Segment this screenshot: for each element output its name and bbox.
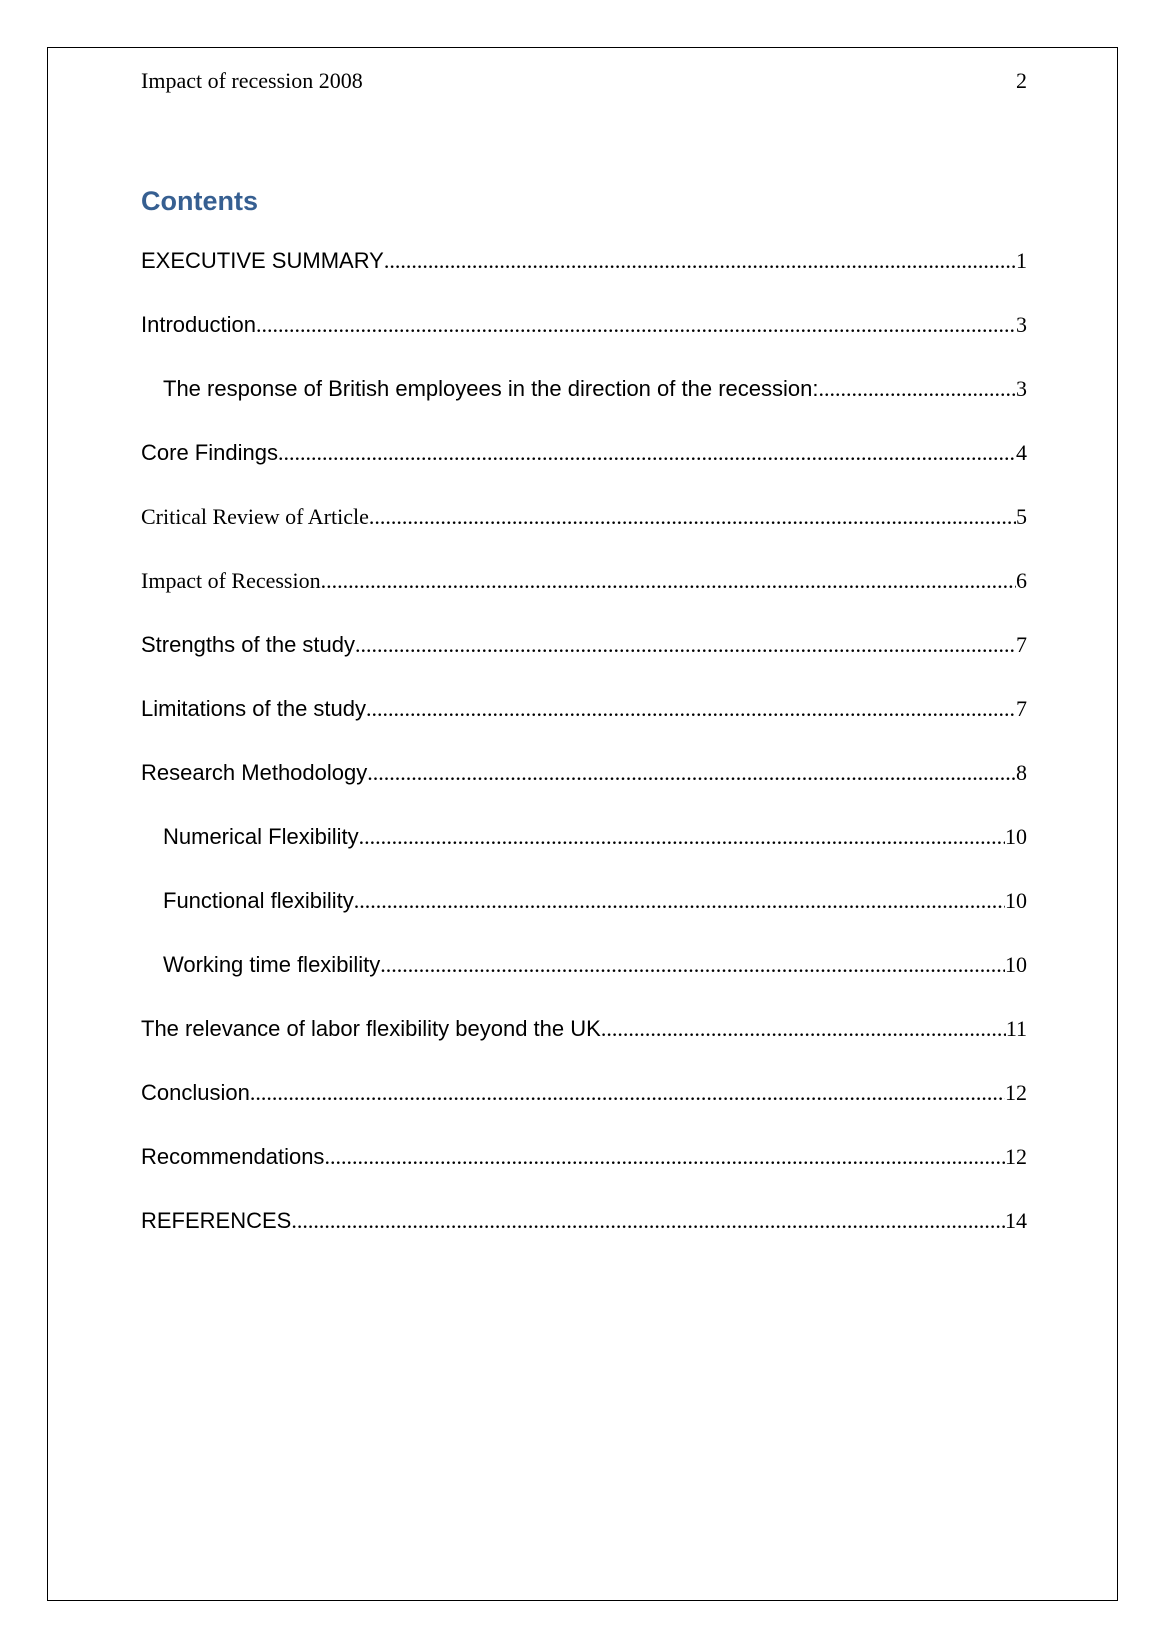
toc-entry-label: REFERENCES — [141, 1208, 292, 1233]
toc-dot-leader — [291, 1208, 1005, 1234]
toc-entry-page: 8 — [1016, 760, 1027, 785]
toc-entry-core-findings[interactable] — [141, 440, 1027, 504]
toc-entry-page: 11 — [1005, 1016, 1027, 1041]
toc-entry-label: Recommendations — [141, 1144, 325, 1169]
toc-dot-leader — [359, 824, 1005, 850]
toc-entry-page: 7 — [1016, 696, 1027, 721]
toc-dot-leader — [380, 952, 1005, 978]
toc-entry-page: 3 — [1016, 312, 1027, 337]
toc-entry-british-employees-response[interactable] — [141, 376, 1027, 440]
toc-entry-label: The response of British employees in the direction of the recession: — [163, 376, 819, 401]
toc-entry-introduction[interactable] — [141, 312, 1027, 376]
toc-dot-leader — [366, 696, 1016, 722]
toc-entry-label: Introduction — [141, 312, 256, 337]
toc-entry-label: The relevance of labor flexibility beyond the UK — [141, 1016, 601, 1041]
toc-entry-page: 1 — [1016, 248, 1027, 273]
toc-dot-leader — [384, 248, 1016, 274]
toc-dot-leader — [367, 760, 1016, 786]
toc-entry-label: Conclusion — [141, 1080, 250, 1105]
toc-entry-page: 5 — [1016, 504, 1027, 529]
header-title: Impact of recession 2008 — [141, 68, 363, 93]
toc-entry-label: EXECUTIVE SUMMARY — [141, 248, 384, 273]
toc-entry-page: 14 — [1005, 1208, 1027, 1233]
toc-dot-leader — [278, 440, 1016, 466]
toc-entry-page: 3 — [1016, 376, 1027, 401]
toc-entry-strengths[interactable] — [141, 632, 1027, 696]
toc-entry-label: Limitations of the study — [141, 696, 367, 721]
toc-entry-references[interactable] — [141, 1208, 1027, 1272]
toc-entry-executive-summary[interactable] — [141, 248, 1027, 312]
toc-entry-limitations[interactable] — [141, 696, 1027, 760]
toc-entry-label: Research Methodology — [141, 760, 368, 785]
toc-entry-label: Core Findings — [141, 440, 278, 465]
toc-entry-label: Functional flexibility — [163, 888, 354, 913]
toc-entry-numerical-flexibility[interactable] — [141, 824, 1027, 888]
toc-dot-leader — [369, 504, 1016, 530]
toc-entry-critical-review[interactable] — [141, 504, 1027, 568]
toc-entry-page: 7 — [1016, 632, 1027, 657]
toc-dot-leader — [601, 1016, 1006, 1042]
toc-entry-working-time-flexibility[interactable] — [141, 952, 1027, 1016]
toc-entry-label: Working time flexibility — [163, 952, 381, 977]
toc-dot-leader — [324, 1144, 1005, 1170]
toc-dot-leader — [355, 632, 1016, 658]
toc-dot-leader — [818, 376, 1016, 402]
table-of-contents — [141, 248, 1027, 1272]
page-header — [141, 68, 1027, 94]
toc-dot-leader — [354, 888, 1005, 914]
toc-entry-page: 10 — [1005, 888, 1027, 913]
toc-dot-leader — [256, 312, 1016, 338]
toc-entry-impact-of-recession[interactable] — [141, 568, 1027, 632]
toc-dot-leader — [250, 1080, 1005, 1106]
toc-entry-page: 12 — [1005, 1144, 1027, 1169]
toc-entry-label: Numerical Flexibility — [163, 824, 359, 849]
toc-dot-leader — [321, 568, 1016, 594]
toc-entry-page: 12 — [1005, 1080, 1027, 1105]
toc-entry-label: Strengths of the study — [141, 632, 356, 657]
toc-entry-label: Critical Review of Article — [141, 504, 369, 529]
toc-entry-page: 6 — [1016, 568, 1027, 593]
toc-heading: Contents — [141, 186, 258, 216]
toc-entry-page: 4 — [1016, 440, 1027, 465]
toc-entry-labor-flexibility-beyond-uk[interactable] — [141, 1016, 1027, 1080]
toc-entry-research-methodology[interactable] — [141, 760, 1027, 824]
header-page-number: 2 — [1016, 68, 1027, 93]
toc-entry-conclusion[interactable] — [141, 1080, 1027, 1144]
toc-entry-functional-flexibility[interactable] — [141, 888, 1027, 952]
toc-entry-label: Impact of Recession — [141, 568, 321, 593]
toc-entry-recommendations[interactable] — [141, 1144, 1027, 1208]
toc-entry-page: 10 — [1005, 824, 1027, 849]
toc-entry-page: 10 — [1005, 952, 1027, 977]
